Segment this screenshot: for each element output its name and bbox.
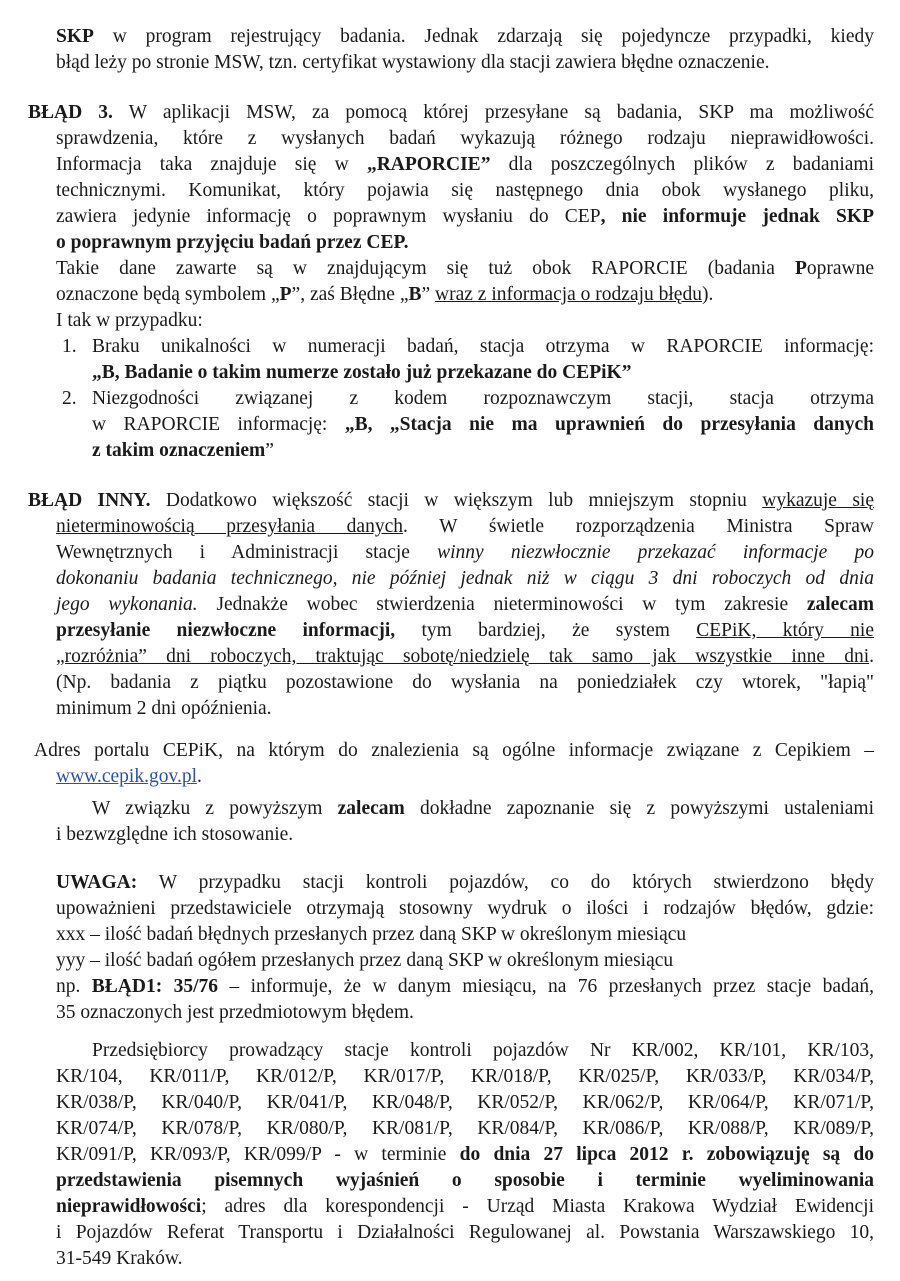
error-other-label: BŁĄD INNY. <box>28 490 151 511</box>
list-item-line: „B, Badanie o takim numerze zostało już przekazane do CEPiK” <box>92 362 632 383</box>
skp-bold: SKP <box>56 26 94 47</box>
paragraph-line: jego wykonania. Jednakże wobec stwierdzenia nieterminowości w tym zakresie zalecam <box>56 594 874 615</box>
portal-address-line: Adres portalu CEPiK, na którym do znalezienia są ogólne informacje związane z Cepikiem – <box>34 740 874 761</box>
underlined-text: wraz z informacja o rodzaju błędu <box>435 284 702 305</box>
paragraph-line: KR/091/P, KR/093/P, KR/099/P - w terminie do dnia 27 lipca 2012 r. zobowiązuję są do <box>56 1144 874 1165</box>
note-label: UWAGA: <box>56 872 138 893</box>
list-item-line: z takim oznaczeniem” <box>92 440 274 461</box>
paragraph-line: Wewnętrznych i Administracji stacje winny niezwłocznie przekazać informacje po <box>56 542 874 563</box>
paragraph-line: technicznymi. Komunikat, który pojawia się następnego dnia obok wysłanego pliku, <box>56 180 874 201</box>
error-other-heading-line: BŁĄD INNY. Dodatkowo większość stacji w większym lub mniejszym stopniu wykazuje się <box>28 490 874 511</box>
paragraph-line: sprawdzenia, które z wysłanych badań wykazują różnego rodzaju nieprawidłowości. <box>56 128 874 149</box>
paragraph-line: Informacja taka znajduje się w „RAPORCIE” dla poszczególnych plików z badaniami <box>56 154 874 175</box>
paragraph-line: o poprawnym przyjęciu badań przez CEP. <box>56 232 409 253</box>
paragraph-line: Przedsiębiorcy prowadzący stacje kontroli pojazdów Nr KR/002, KR/101, KR/103, <box>92 1040 874 1061</box>
error3-label: BŁĄD 3. <box>28 102 113 123</box>
paragraph-line: przedstawienia pisemnych wyjaśnień o sposobie i terminie wyeliminowania <box>56 1170 874 1191</box>
recommendation-line: W związku z powyższym zalecam dokładne zapoznanie się z powyższymi ustaleniami <box>92 798 874 819</box>
paragraph-line: nieprawidłowości; adres dla korespondencji - Urząd Miasta Krakowa Wydział Ewidencji <box>56 1196 874 1217</box>
paragraph-line: SKP w program rejestrujący badania. Jednak zdarzają się pojedyncze przypadki, kiedy <box>56 26 874 47</box>
list-number: 2. <box>62 388 77 409</box>
paragraph-line: xxx – ilość badań błędnych przesłanych przez daną SKP w określonym miesiącu <box>56 924 687 945</box>
paragraph-line: 31-549 Kraków. <box>56 1248 183 1269</box>
list-item: Braku unikalności w numeracji badań, stacja otrzyma w RAPORCIE informację: <box>92 336 874 357</box>
paragraph-line: KR/104, KR/011/P, KR/012/P, KR/017/P, KR/018/P, KR/025/P, KR/033/P, KR/034/P, <box>56 1066 874 1087</box>
paragraph-line: np. BŁĄD1: 35/76 – informuje, że w danym miesiącu, na 76 przesłanych przez stacje badań, <box>56 976 875 997</box>
paragraph-line: 35 oznaczonych jest przedmiotowym błędem. <box>56 1002 414 1023</box>
list-item-line: w RAPORCIE informację: „B, „Stacja nie ma uprawnień do przesyłania danych <box>92 414 874 435</box>
paragraph-line: nieterminowością przesyłania danych. W świetle rozporządzenia Ministra Spraw <box>56 516 874 537</box>
note-heading-line: UWAGA: W przypadku stacji kontroli pojazdów, co do których stwierdzono błędy <box>56 872 874 893</box>
paragraph-line: yyy – ilość badań ogółem przesłanych przez daną SKP w określonym miesiącu <box>56 950 674 971</box>
paragraph-line: błąd leży po stronie MSW, tzn. certyfikat wystawiony dla stacji zawiera błędne oznaczenie. <box>56 52 770 73</box>
list-number: 1. <box>62 336 77 357</box>
paragraph-line: (Np. badania z piątku pozostawione do wysłania na poniedziałek czy wtorek, "łapią" <box>56 672 874 693</box>
paragraph-line: KR/074/P, KR/078/P, KR/080/P, KR/081/P, KR/084/P, KR/086/P, KR/088/P, KR/089/P, <box>56 1118 874 1139</box>
paragraph-line: minimum 2 dni opóźnienia. <box>56 698 272 719</box>
paragraph-line: dokonaniu badania technicznego, nie później jednak niż w ciągu 3 dni roboczych od dnia <box>56 568 874 589</box>
paragraph-line: „rozróżnia” dni roboczych, traktując sobotę/niedzielę tak samo jak wszystkie inne dni. <box>56 646 874 667</box>
paragraph-line: Takie dane zawarte są w znajdującym się tuż obok RAPORCIE (badania Poprawne <box>56 258 874 279</box>
paragraph-line: I tak w przypadku: <box>56 310 203 331</box>
paragraph-line: oznaczone będą symbolem „P”, zaś Błędne „B” wraz z informacja o rodzaju błędu). <box>56 284 714 305</box>
paragraph-line: KR/038/P, KR/040/P, KR/041/P, KR/048/P, KR/052/P, KR/062/P, KR/064/P, KR/071/P, <box>56 1092 874 1113</box>
error3-heading-line: BŁĄD 3. W aplikacji MSW, za pomocą której przesyłane są badania, SKP ma możliwość <box>28 102 874 123</box>
portal-address-line: www.cepik.gov.pl. <box>56 766 202 787</box>
paragraph-line: przesyłanie niezwłoczne informacji, tym bardziej, że system CEPiK, który nie <box>56 620 875 641</box>
paragraph-line: i Pojazdów Referat Transportu i Działalności Regulowanej al. Powstania Warszawskiego 10, <box>56 1222 874 1243</box>
paragraph-line: upoważnieni przedstawiciele otrzymają stosowny wydruk o ilości i rodzajów błędów, gdzie: <box>56 898 874 919</box>
cepik-link[interactable]: www.cepik.gov.pl <box>56 766 197 787</box>
paragraph-line: zawiera jedynie informację o poprawnym wysłaniu do CEP, nie informuje jednak SKP <box>56 206 874 227</box>
recommendation-line: i bezwzględne ich stosowanie. <box>56 824 294 845</box>
list-item: Niezgodności związanej z kodem rozpoznawczym stacji, stacja otrzyma <box>92 388 874 409</box>
